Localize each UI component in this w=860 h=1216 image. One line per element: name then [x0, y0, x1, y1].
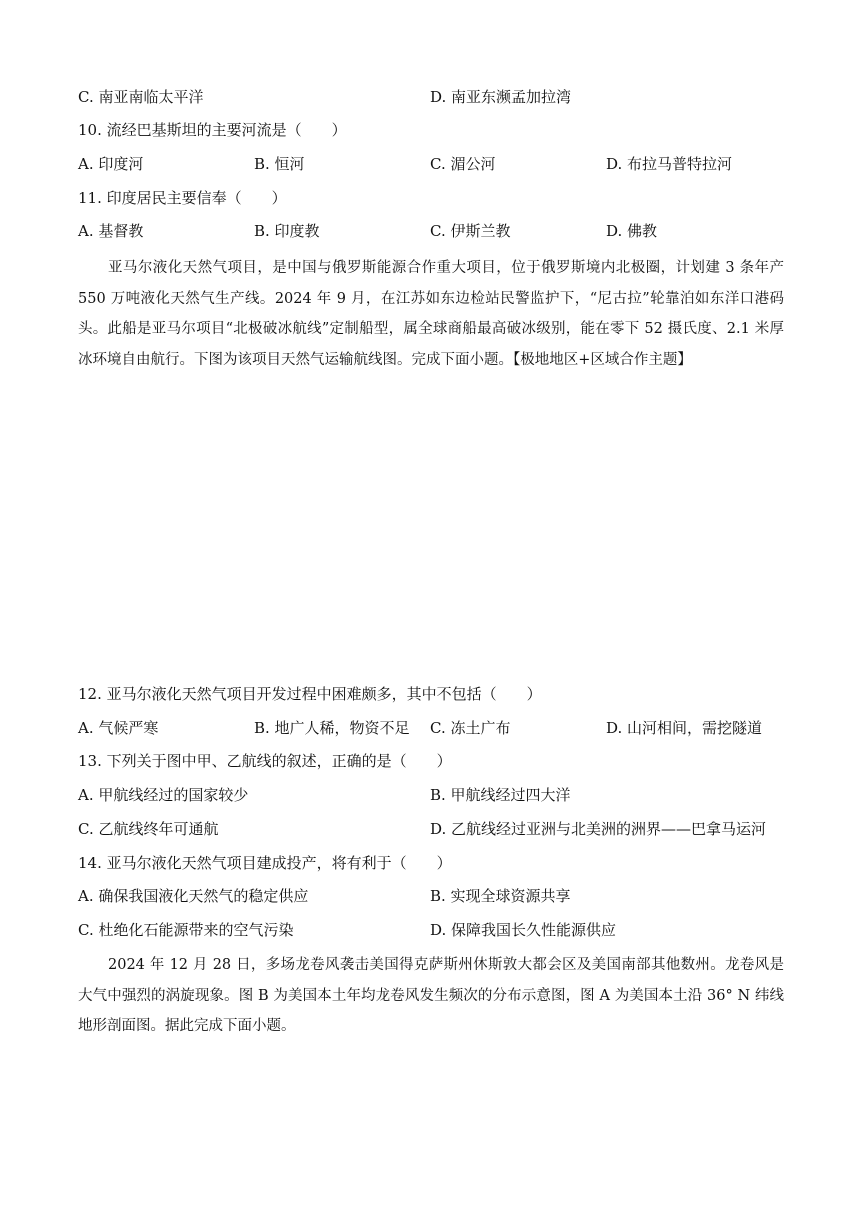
- q14-option-b: B. 实现全球资源共享: [430, 887, 571, 905]
- q12-option-c: C. 冻土广布: [430, 719, 511, 737]
- q14-option-c: C. 杜绝化石能源带来的空气污染: [78, 921, 294, 939]
- q12-option-d: D. 山河相间，需挖隧道: [606, 719, 763, 737]
- q13-option-d: D. 乙航线经过亚洲与北美洲的洲界——巴拿马运河: [430, 820, 767, 838]
- q11-option-c: C. 伊斯兰教: [430, 222, 511, 240]
- q13-option-c: C. 乙航线终年可通航: [78, 820, 219, 838]
- q14-stem: 14. 亚马尔液化天然气项目建成投产，将有利于（ ）: [78, 854, 452, 872]
- passage-tornado: 2024 年 12 月 28 日，多场龙卷风袭击美国得克萨斯州休斯敦大都会区及美国南部其他数州。龙卷风是大气中强烈的涡旋现象。图 B 为美国本土年均龙卷风发生频次的分布示意图，图 A 为美国本土沿 36° N 纬线地形剖面图。据此完成下面小题。: [78, 957, 784, 1034]
- q10-option-c: C. 湄公河: [430, 155, 496, 173]
- q13-option-a: A. 甲航线经过的国家较少: [78, 786, 249, 804]
- q14-option-d: D. 保障我国长久性能源供应: [430, 921, 617, 939]
- q12-option-b: B. 地广人稀，物资不足: [254, 719, 410, 737]
- q13-option-b: B. 甲航线经过四大洋: [430, 786, 571, 804]
- q11-stem: 11. 印度居民主要信奉（ ）: [78, 189, 287, 207]
- route-map-placeholder: [78, 385, 784, 675]
- passage-yamal: 亚马尔液化天然气项目，是中国与俄罗斯能源合作重大项目，位于俄罗斯境内北极圈，计划建 3 条年产 550 万吨液化天然气生产线。2024 年 9 月，在江苏如东边检站民警监护下，“尼古拉”轮靠泊如东洋口港码头。此船是亚马尔项目“北极破冰航线”定制船型，属全球商船最高破冰级别，能在零下 52 摄氏度、2.1 米厚冰环境自由航行。下图为该项目天然气运输航线图。完成下面小题。【极地地区+区域合作主题】: [78, 260, 784, 368]
- q9-option-c: C. 南亚南临太平洋: [78, 88, 204, 106]
- q11-option-d: D. 佛教: [606, 222, 658, 240]
- q11-option-b: B. 印度教: [254, 222, 320, 240]
- q12-stem: 12. 亚马尔液化天然气项目开发过程中困难颇多，其中不包括（ ）: [78, 685, 542, 703]
- q10-stem: 10. 流经巴基斯坦的主要河流是（ ）: [78, 121, 347, 139]
- q11-option-a: A. 基督教: [78, 222, 144, 240]
- q10-option-b: B. 恒河: [254, 155, 305, 173]
- q13-stem: 13. 下列关于图中甲、乙航线的叙述，正确的是（ ）: [78, 752, 452, 770]
- q10-option-d: D. 布拉马普特拉河: [606, 155, 733, 173]
- q9-option-d: D. 南亚东濒孟加拉湾: [430, 88, 572, 106]
- q12-option-a: A. 气候严寒: [78, 719, 159, 737]
- q10-option-a: A. 印度河: [78, 155, 144, 173]
- q14-option-a: A. 确保我国液化天然气的稳定供应: [78, 887, 309, 905]
